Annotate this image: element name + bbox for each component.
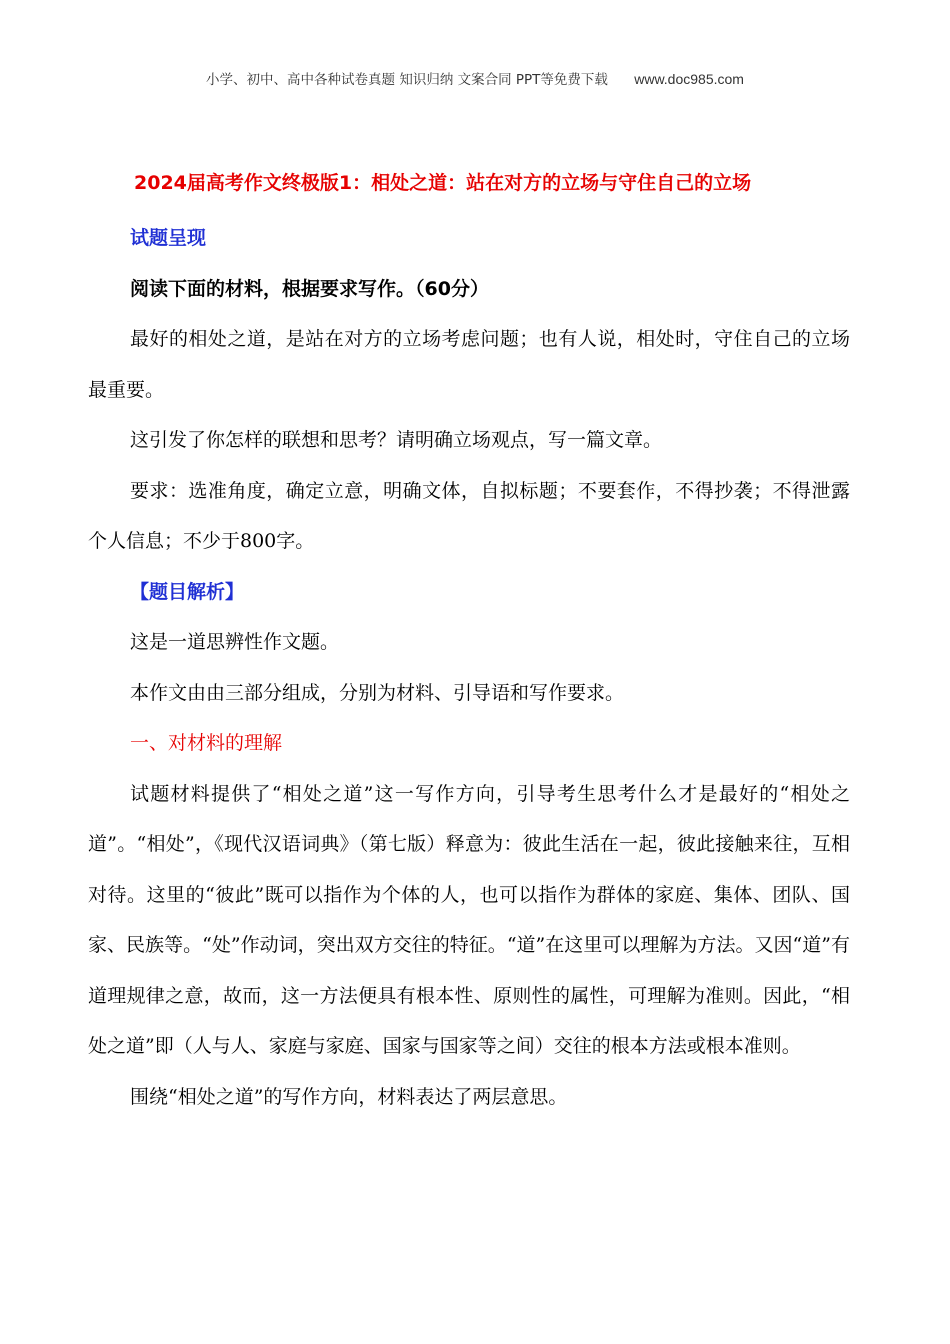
page-header xyxy=(0,68,950,88)
analysis-heading: 【题目解析】 xyxy=(130,580,245,603)
analysis-paragraph-1: 这是一道思辨性作文题。 xyxy=(130,631,340,653)
prompt-text: 阅读下面的材料，根据要求写作。（60分） xyxy=(130,277,489,300)
body-paragraph-2: 围绕“相处之道”的写作方向，材料表达了两层意思。 xyxy=(130,1085,568,1108)
section-heading: 试题呈现 xyxy=(130,227,207,249)
header-text: 小学、初中、高中各种试卷真题 知识归纳 文案合同 PPT等免费下载 xyxy=(206,72,608,88)
analysis-paragraph-2: 本作文由由三部分组成，分别为材料、引导语和写作要求。 xyxy=(130,681,625,704)
material-paragraph: 最好的相处之道，是站在对方的立场考虑问题；也有人说，相处时，守住自己的立场最重要。 xyxy=(88,328,850,401)
sub-heading: 一、对材料的理解 xyxy=(130,732,283,754)
body-paragraph-1: 试题材料提供了“相处之道”这一写作方向，引导考生思考什么才是最好的“相处之道”。“相处”，《现代汉语词典》（第七版）释意为：彼此生活在一起，彼此接触来往，互相对待。这里的“彼此”既可以指作为个体的人，也可以指作为群体的家庭、集体、团队、国家、民族等。“处”作动词，突出双方交往的特征。“道”在这里可以理解为方法。又因“道”有道理规律之意，故而，这一方法便具有根本性、原则性的属性，可理解为准则。因此，“相处之道”即（人与人、家庭与家庭、国家与国家等之间）交往的根本方法或根本准则。 xyxy=(88,782,850,1057)
question-paragraph: 这引发了你怎样的联想和思考？请明确立场观点，写一篇文章。 xyxy=(130,429,663,451)
document-title: 2024届高考作文终极版1：相处之道：站在对方的立场与守住自己的立场 xyxy=(134,172,752,194)
document-body xyxy=(88,213,850,1122)
requirements-paragraph: 要求：选准角度，确定立意，明确文体，自拟标题；不要套作，不得抄袭；不得泄露个人信息；不少于800字。 xyxy=(88,479,850,552)
header-url[interactable]: www.doc985.com xyxy=(634,71,744,87)
